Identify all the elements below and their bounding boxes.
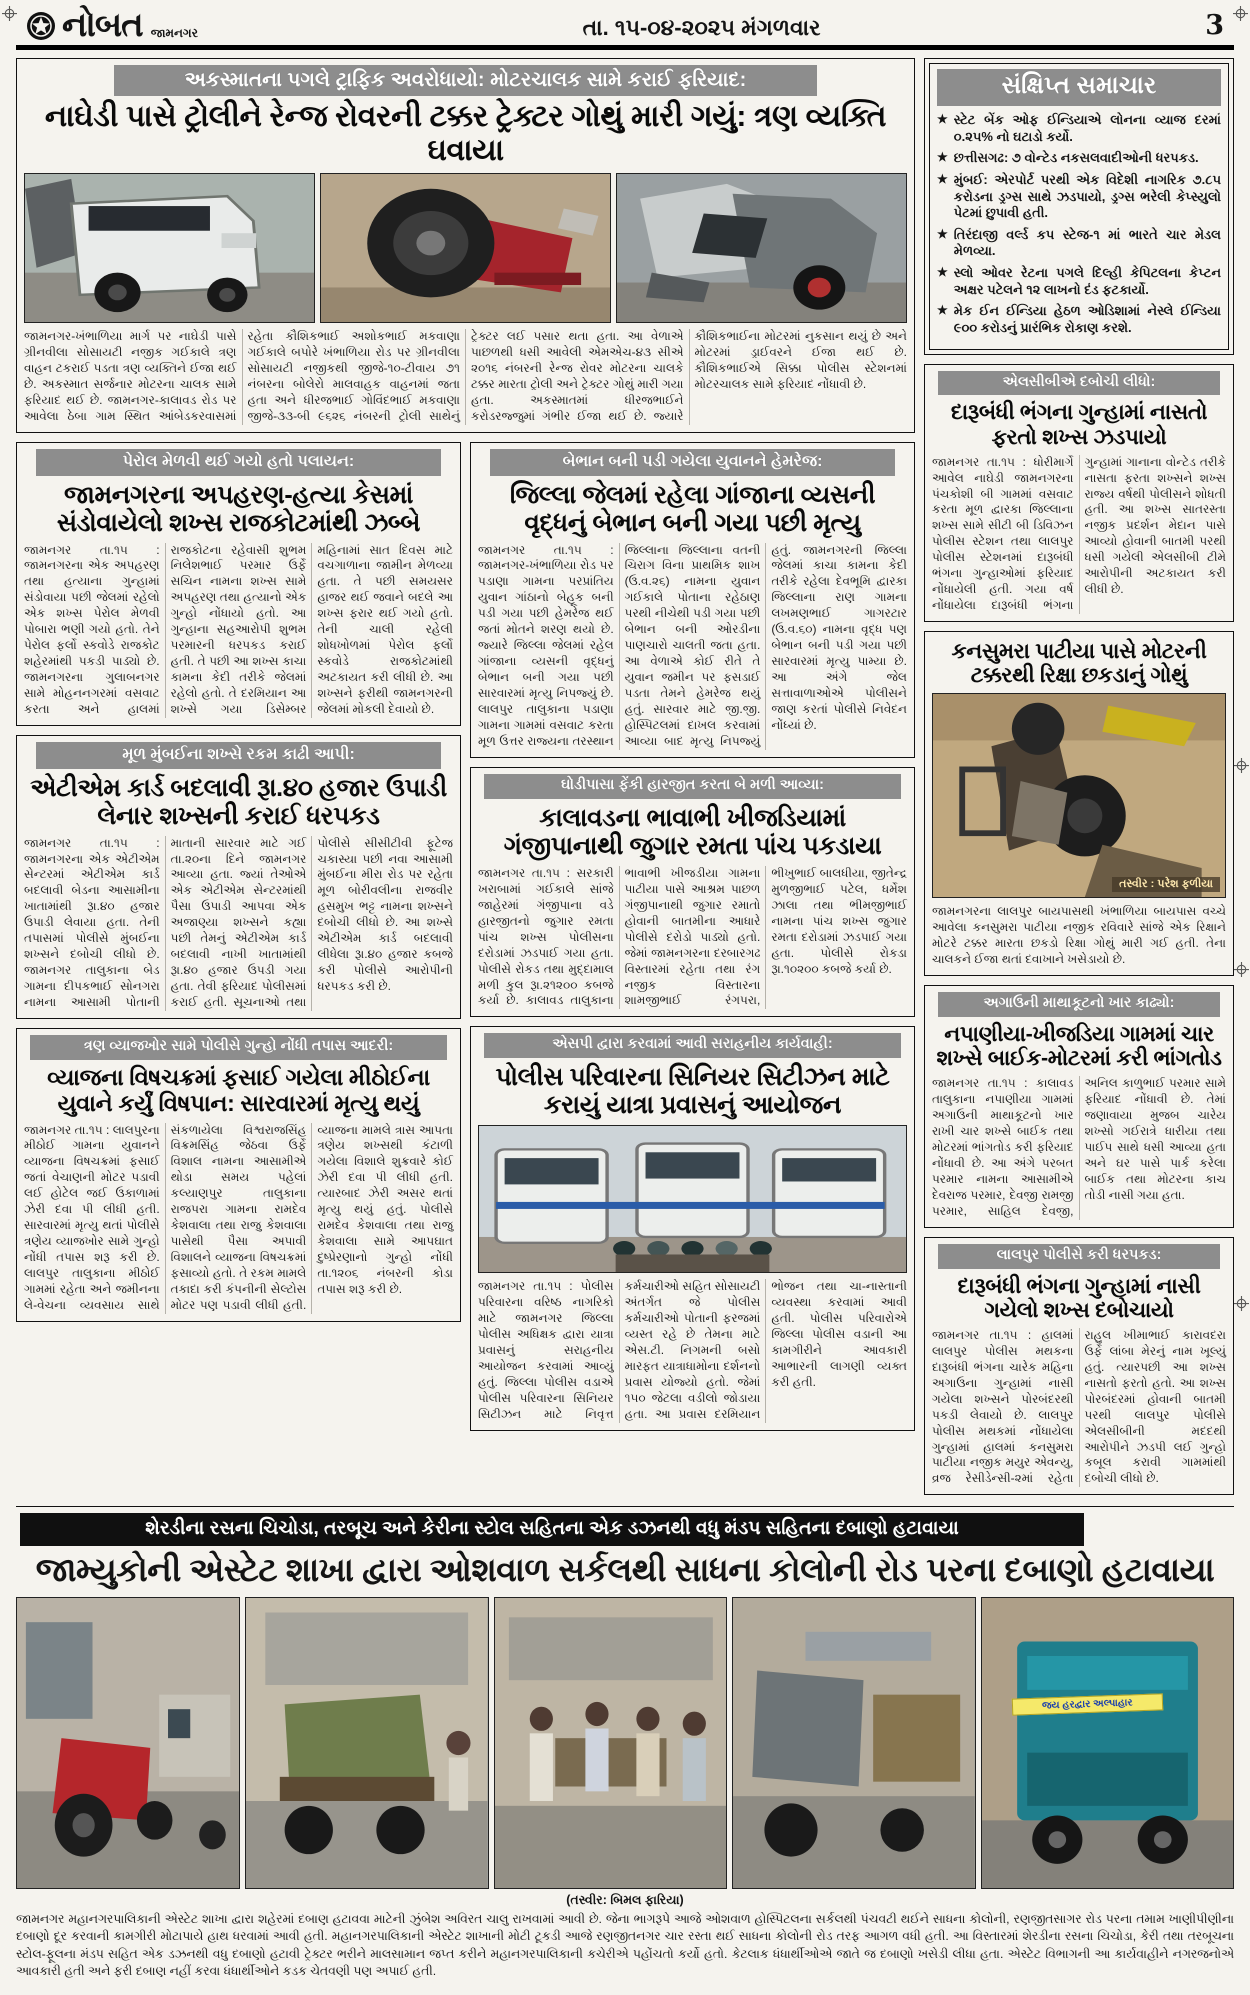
article-kicker: બેભાન બની પડી ગયેલા યુવાનને હેમરેજ: <box>490 449 895 476</box>
masthead-bar <box>16 6 1234 43</box>
star-bullet-icon: ★ <box>937 171 948 186</box>
newspaper-city: જામનગર <box>150 26 198 40</box>
page-number: 3 <box>1205 10 1224 41</box>
article-lead <box>16 58 915 433</box>
star-bullet-icon: ★ <box>937 150 948 165</box>
lead-photo-row <box>24 173 907 323</box>
article-kicker: એલસીબીએ દબોચી લીધો: <box>938 371 1220 396</box>
article-absconder-nabbed <box>924 1237 1234 1496</box>
article-body: જામનગર તા.૧૫ : સરકારી ખરાબામાં ગઈકાલે સાંજે જાહેરમાં ગંજીપાના વડે હારજીતનો જુગાર રમતા પાંચ શખ્સ પોલીસના દરોડામાં ઝડપાઈ ગયા હતા. પોલીસે રોકડ તથા મુદ્દામાલ મળી કુલ રૂા.૨૧૨૦૦ કબજે કર્યા છે. કાલાવડ તાલુકાના ભાવાભી ખીજડીયા ગામના પાટીયા પાસે આશ્રમ પાછળ ગંજીપાનાથી જુગાર રમાતો હોવાની બાતમીના આધારે પોલીસે દરોડો પાડ્યો હતો. જેમાં જામનગરના દરબારગઢ વિસ્તારમાં રહેતા તથા રંગ નજીક વિસ્તારના શામજીભાઈ રંગપરા, ભીખુભાઈ બાલધીયા, જીતેન્દ્ર મુળજીભાઈ પટેલ, ધર્મેશ ઝાલા તથા ભીમજીભાઈ નામના પાંચ શખ્સ જુગાર રમતા દરોડામાં ઝડપાઈ ગયા હતા. પોલીસે રોકડા રૂા.૧૦૨૦૦ કબજે કર્યા છે. <box>478 865 907 1008</box>
article-headline: દારૂબંધી ભંગના ગુન્હામાં નાસતો ફરતો શખ્સ ઝડપાયો <box>950 400 1208 449</box>
right-column <box>924 58 1234 1504</box>
registration-mark-icon <box>2 6 17 21</box>
registration-mark-icon <box>1234 1296 1249 1311</box>
article-body: જામનગર તા.૧૫ : લાલપુરના મીઠોઈ ગામના યુવાનને વ્યાજના વિષચક્રમાં ફસાઈ જતાં વેચાણની મોટર પડાવી લઈ હોટેલ જઈ ઉકાળામાં ઝેરી દવા પી લીધી હતી. સારવારમાં મૃત્યુ થતાં પોલીસે ત્રણેય વ્યાજખોર સામે ગુન્હો નોંધી તપાસ શરૂ કરી છે. લાલપુર તાલુકાના મીઠોઈ ગામમાં રહેતા અને જમીનના લે-વેચના વ્યવસાય સાથે સંકળાયેલા વિશ્વરાજસિંહ વિક્રમસિંહ જેઠવા ઉર્ફે વિશાલ નામના આસામીએ થોડા સમય પહેલાં કલ્યાણપુર તાલુકાના રાજપરા ગામના રામદેવ કેશવાલા તથા રાજુ કેશવાલા પાસેથી પૈસા અપાવી વિશાલને વ્યાજના વિષચક્રમાં ફસાવ્યો હતો. તે રકમ મામલે તકાદા કરી કંપનીની સેલ્ટોસ મોટર પણ પડાવી લીધી હતી. વ્યાજના મામલે ત્રાસ આપતા ત્રણેય શખ્સથી કંટાળી ગયેલા વિશાલે શુક્રવારે કોઈ ઝેરી દવા પી લીધી હતી. ત્યારબાદ ઝેરી અસર થતાં મૃત્યુ થયું હતું. પોલીસે રામદેવ કેશવાલા તથા રાજુ કેશવાલા સામે આપઘાત દુષ્પ્રેરણાનો ગુન્હો નોંધી તા.૧૨૦૬ નંબરની કોડા તપાસ શરૂ કરી છે. <box>24 1122 453 1312</box>
brief-item: ★ તિરંદાજી વર્લ્ડ કપ સ્ટેજ-૧ માં ભારતે ચાર મેડલ મેળવ્યા. <box>937 226 1221 259</box>
photo-blue-food-cart <box>981 1597 1234 1889</box>
article-body: જામનગર તા.૧૫ : પોલીસ પરિવારના વરિષ્ઠ નાગરિકો માટે જામનગર જિલ્લા પોલીસ અધિક્ષક દ્વારા યાત્રા પ્રવાસનું સરાહનીય આયોજન કરવામાં આવ્યું હતું. જિલ્લા પોલીસ વડાએ પોલીસ પરિવારના સિનિયર સિટીઝન માટે નિવૃત્ત કર્મચારીઓ સહિત સોસાયટી અંતર્ગત જે પોલીસ કર્મચારીઓ પોતાની ફરજમાં વ્યસ્ત રહે છે તેમના માટે એસ.ટી. નિગમની બસો મારફત યાત્રાધામોના દર્શનનો પ્રવાસ યોજ્યો હતો. જેમાં ૧૫૦ જેટલા વડીલો જોડાયા હતા. આ પ્રવાસ દરમિયાન ભોજન તથા ચા-નાસ્તાની વ્યવસ્થા કરવામાં આવી હતી. પોલીસ પરિવારોએ જિલ્લા પોલીસ વડાની આ કામગીરીને આવકારી આભારની લાગણી વ્યક્ત કરી હતી. <box>478 1279 907 1421</box>
masthead <box>26 6 198 45</box>
header-rule <box>16 45 1234 50</box>
main-columns <box>16 58 915 1504</box>
article-kicker: એસપી દ્વારા કરવામાં આવી સરાહનીય કાર્યવાહી: <box>484 1033 901 1058</box>
article-usury-suicide <box>16 1028 461 1322</box>
photo-demolition-work <box>732 1597 976 1889</box>
article-body: જામનગરના લાલપુર બાયપાસથી ખંભાળિયા બાયપાસ વચ્ચે આવેલા કનસુમરા પાટીયા નજીક રવિવારે સાંજે એક રિક્ષાને મોટરે ટક્કર મારતા છકડો રિક્ષા ગોથું મારી ગઈ હતી. તેના ચાલકને ઈજા થતાં દવાખાને ખસેડાયો છે. <box>932 904 1226 967</box>
article-body: જામનગર તા.૧૫ : જામનગરના એક એટીએમ સેન્ટરમાં એટીએમ કાર્ડ બદલાવી બેડના આસામીના ખાતામાંથી રૂા.૪૦ હજાર ઉપાડી લેવાયા હતા. તેની તપાસમાં પોલીસે મુંબઈના શખ્સને દબોચી લીધો છે. જામનગર તાલુકાના બેડ ગામના દીપકભાઈ સોનગરા નામના આસામી પોતાની માતાની સારવાર માટે ગઈ તા.૨૦ના દિને જામનગર આવ્યા હતા. જ્યાં તેઓએ એક એટીએમ સેન્ટરમાંથી પૈસા ઉપાડી આપવા એક અજાણ્યા શખ્સને કહ્યા પછી તેમનું એટીએમ કાર્ડ બદલાવી નાખી ખાતામાંથી રૂા.૪૦ હજાર ઉપડી ગયા હતા. તેવી ફરિયાદ પોલીસમાં કરાઈ હતી. સૂચનાઓ તથા પોલીસે સીસીટીવી ફૂટેજ ચકાસ્યા પછી નવા આસામી મુંબઈના મીરા રોડ પર રહેતા મૂળ બોરીવલીના રાજવીર હસમુખ ભટ્ટ નામના શખ્સને દબોચી લીધો છે. આ શખ્સે એટીએમ કાર્ડ બદલાવી લીધેલા રૂા.૪૦ હજાર કબજે કરી પોલીસે આરોપીની ધરપકડ કરી છે. <box>24 835 453 1010</box>
brief-item: ★ છત્તીસગઢ: ૭ વોન્ટેડ નકસલવાદીઓની ધરપકડ. <box>937 150 1199 166</box>
article-jail-death <box>470 442 915 758</box>
article-body: જામનગર તા.૧૫ : હાલમાં લાલપુર પોલીસ મથકના દારૂબંધી ભંગના ચારેક મહિના અગાઉના ગુન્હામાં નાસી ગયેલા શખ્સને પોરબંદરથી પકડી લેવાયો છે. લાલપુર પોલીસ મથકમાં નોંધાયેલા ગુન્હામાં હાલમાં કનસુમરા પાટીયા નજીક મયુર એવન્યુ, વ્રજ રેસીડેન્સી-૨માં રહેતા રાહુલ ખીમાભાઈ કારાવદરા ઉર્ફે લાંબા મેરનું નામ ખૂલ્યું હતું. ત્યારપછી આ શખ્સ નાસતો ફરતો હતો. આ શખ્સ પોરબંદરમાં હોવાની બાતમી પરથી લાલપુર પોલીસે એલસીબીની મદદથી આરોપીને ઝડપી લઈ ગુન્હો કબૂલ કરાવી ગામમાંથી દબોચી લીધો છે. <box>932 1327 1226 1486</box>
article-kicker: ઘોડીપાસા ફેંકી હારજીત કરતા બે મળી આવ્યા: <box>484 774 901 799</box>
star-bullet-icon: ★ <box>937 112 948 126</box>
photo-overturned-rickshaw <box>932 693 1226 898</box>
star-bullet-icon: ★ <box>937 226 948 241</box>
lead-body: જામનગર-ખંભાળિયા માર્ગ પર નાઘેડી પાસે ગ્રીનવીલા સોસાયટી નજીક ગઈકાલે ત્રણ વાહન ટકરાઈ પડતા ત્રણ વ્યક્તિને ઈજા થઈ છે. અકસ્માત સર્જનાર મોટરના ચાલક સામે ફરિયાદ થઈ છે. જામનગર-કાલાવડ રોડ પર આવેલા ઠેબા ગામ સ્થિત આંબેડકરવાસમાં રહેતા કૌશિકભાઈ અશોકભાઈ મકવાણા ગઈકાલે બપોરે ખંભાળિયા રોડ પર ગ્રીનવીલા સોસાયટી નજીકથી જીજે-૧૦-ટીવાય ૭૧ નંબરના બોલેરો માલવાહક વાહનમાં જતા હતા અને ધીરજભાઈ ગોવિંદભાઈ મકવાણા જીજે-૩૩-બી ૯૬૨૬ નંબરની ટ્રોલી સાથેનું ટ્રેક્ટર લઈ પસાર થતા હતા. આ વેળાએ પાછળથી ધસી આવેલી એમએચ-૪૩ સીએ ૨૦૧૬ નંબરની રેન્જ રોવર મોટરના ચાલકે ટક્કર મારતા ટ્રોલી અને ટ્રેક્ટર ગોથું મારી ગયા હતા. અકસ્માતમાં ધીરજભાઈને કરોડરજ્જુમાં ગંભીર ઈજા થઈ છે. જ્યારે કૌશિકભાઈના મોટરમાં નુકસાન થયું છે અને મોટરમાં ડ્રાઈવરને ઈજા થઈ છે. કૌશિકભાઈએ સિક્કા પોલીસ સ્ટેશનમાં મોટરચાલક સામે ફરિયાદ નોંધાવી છે. <box>24 329 907 423</box>
article-body: જામનગર તા.૧૫ : જામનગરના એક અપહરણ તથા હત્યાના ગુન્હામાં સંડોવાયા પછી જેલમાં રહેલો એક શખ્સ પેરોલ મેળવી પોબારા ભણી ગયો હતો. તેને પેરોલ ફર્લો સ્કવોડે રાજકોટ શહેરમાંથી પકડી પાડ્યો છે. જામનગરના ગુલાબનગર સામે મોહનનગરમાં વસવાટ કરતા અને હાલમાં રાજકોટના રહેવાસી શુભમ નિલેશભાઈ પરમાર ઉર્ફે સચિન નામના શખ્સ સામે અપહરણ તથા હત્યાનો એક ગુન્હો નોંધાયો હતો. આ ગુન્હાના સહઆરોપી શુભમ પરમારની ધરપકડ કરાઈ હતી. તે પછી આ શખ્સ કાચા કામના કેદી તરીકે જેલમાં રહેલો હતો. તે દરમિયાન આ શખ્સે ગયા ડિસેમ્બર મહિનામાં સાત દિવસ માટે વચગાળાના જામીન મેળવ્યા હતા. તે પછી સમયસર હાજર થઈ જવાને બદલે આ શખ્સ ફરાર થઈ ગયો હતો. તેની ચાલી રહેલી શોધખોળમાં પેરોલ ફર્લો સ્કવોડે રાજકોટમાંથી અટકાયત કરી લીધી છે. આ શખ્સને ફરીથી જામનગરની જેલમાં મોકલી દેવાયો છે. <box>24 542 453 717</box>
brief-item: ★ મેક ઈન ઈન્ડિયા હેઠળ ઓડિશામાં નેસ્લે ઈન્ડિયા ૯૦૦ કરોડનું પ્રારંભિક રોકાણ કરશે. <box>937 303 1221 335</box>
registration-mark-icon <box>1234 962 1249 977</box>
registration-mark-icon <box>1233 6 1248 21</box>
brief-news-box <box>924 58 1234 355</box>
article-vandalism <box>924 985 1234 1228</box>
star-bullet-icon: ★ <box>937 303 948 318</box>
cart-signboard: જય હરદ્વાર અલ્પાહાર <box>1012 1694 1163 1716</box>
article-gambling-raid <box>470 767 915 1018</box>
photo-overturned-tractor <box>320 173 611 323</box>
article-kicker: ત્રણ વ્યાજખોર સામે પોલીસે ગુન્હો નોંધી તપાસ આદરી: <box>30 1035 447 1060</box>
lead-kicker: અકસ્માતના પગલે ટ્રાફિક અવરોધાયો: મોટરચાલક સામે કરાઈ ફરિયાદ: <box>114 65 817 96</box>
article-kicker: લાલપુર પોલીસે કરી ધરપકડ: <box>938 1244 1220 1269</box>
photo-credit: તસ્વીર : પરેશ ફળીયા <box>1112 877 1220 892</box>
article-atm-fraud <box>16 735 461 1019</box>
brief-item: ★ મુંબઈ: એરપોર્ટ પરથી એક વિદેશી નાગરિક ૭.૮૫ કરોડના ડ્રગ્સ સાથે ઝડપાયો, ડ્રગ્સ ભરેલી કેપ્સ્યુલો પેટમાં છુપાવી હતી. <box>937 171 1221 221</box>
bottom-kicker: શેરડીના રસના ચિચોડા, તરબૂચ અને કેરીના સ્ટોલ સહિતના એક ડઝનથી વધુ મંડપ સહિતના દબાણો હટાવાયા <box>20 1513 1084 1546</box>
article-bootlegger-caught <box>924 364 1234 623</box>
article-body: જામનગર તા.૧૫ : જામનગર-ખંભાળિયા રોડ પર પડાણા ગામના પરપ્રાંતિય યુવાન ગાંઠાનો બેહૂક બની પડી ગયા પછી હેમરેજ થઈ જતાં મોતને શરણ થયો છે. જ્યારે જિલ્લા જેલમાં રહેલ ગાંજાના વ્યસની વૃદ્ધનું બેભાન બની ગયા પછી સારવારમાં મૃત્યુ નિપજ્યું છે. લાલપુર તાલુકાના પડાણા ગામના ગામમાં વસવાટ કરતા મૂળ ઉત્તર રાજ્યના તરસ્થાન જિલ્લાના જિલ્લાના વતની ચિરાગ વિના પ્રાથમિક શાખ (ઉ.વ.૨૬) નામના યુવાન ગઈકાલે પોતાના રહેઠાણ પરથી નીચેથી પડી ગયા પછી બેભાન બની ઓરડીના પાણચારો ચાલતી જતા હતા. આ વેળાએ કોઈ રીતે તે યુવાન જમીન પર ફસડાઈ પડતા તેમને હેમરેજ થયું હતું. સારવાર માટે જી.જી. હોસ્પિટલમાં દાખલ કરવામાં આવ્યા બાદ મૃત્યુ નિપજ્યું હતું. જામનગરની જિલ્લા જેલમાં કાચા કામના કેદી તરીકે રહેલા દેવભૂમિ દ્વારકા જિલ્લાના રાણ ગામના લખમણભાઈ ગાગરટાર (ઉ.વ.૬૦) નામના વૃદ્ધ પણ બેભાન બની પડી ગયા પછી સારવારમાં મૃત્યુ પામ્યા છે. આ અંગે જેલ સત્તાવાળાઓએ પોલીસને જાણ કરતાં પોલીસે નિવેદન નોંધ્યાં છે. <box>478 542 907 748</box>
bottom-photo-row <box>16 1597 1234 1889</box>
article-headline: નપાણીયા-ખીજડિયા ગામમાં ચાર શખ્સે બાઈક-મોટરમાં કરી ભાંગતોડ <box>936 1022 1222 1071</box>
article-headline: કાલાવડના ભાવાભી ખીજડિયામાં ગંજીપાનાથી જુગાર રમતા પાંચ પકડાયા <box>503 803 882 860</box>
brief-news-title: સંક્ષિપ્ત સમાચાર <box>937 69 1221 106</box>
bottom-photo-credit: (તસ્વીર: બિમલ ફારિયા) <box>566 1892 684 1907</box>
article-kicker: મૂળ મુંબઈના શખ્સે રકમ કાઢી આપી: <box>36 742 441 769</box>
brief-item: ★ સ્ટેટ બેંક ઓફ ઈન્ડિયાએ લોનના વ્યાજ દરમાં ૦.૨૫% નો ઘટાડો કર્યો. <box>937 112 1221 144</box>
photo-wrecked-car <box>616 173 907 323</box>
star-bullet-icon: ★ <box>937 265 948 279</box>
article-headline: કનસુમરા પાટીયા પાસે મોટરની ટક્કરથી રિક્ષા છકડાનું ગોથું <box>951 639 1207 688</box>
photo-police-buses <box>478 1125 907 1273</box>
lead-headline: નાઘેડી પાસે ટ્રોલીને રેન્જ રોવરની ટક્કર ટ્રેક્ટર ગોથું મારી ગયું: ત્રણ વ્યક્તિ ઘવાયા <box>44 100 887 167</box>
article-parole-arrest <box>16 442 461 726</box>
bottom-body: જામનગર મહાનગરપાલિકાની એસ્ટેટ શાખા દ્વારા શહેરમાં દબાણ હટાવવા માટેની ઝુંબેશ અવિરત ચાલુ રાખવામાં આવી છે. જેના ભાગરૂપે આજે ઓશવાળ હોસ્પિટલના સર્કલથી પંચવટી થઈને સાધના કોલોની, રણજીતસાગર રોડ પરના તમામ ખાણીપીણીના દબાણો દૂર કરવાની કામગીરી મોટાપાયે હાથ ધરવામાં આવી હતી. મહાનગરપાલિકાની એસ્ટેટ શાખાની મોટી ટૂકડી આજે રણજીતનગર ચાર રસ્તા થઈ સાધના કોલોની રોડ તરફ આગળ વધી હતી. આ વિસ્તારમાં શેરડીના રસના ચિચોડા, કેરી તથા તરબૂચના સ્ટોલ-ફૂલના મંડપ સહિત એક ડઝનથી વધુ દબાણો હટાવી ટ્રેક્ટર ભરીને માલસામાન જપ્ત કરીને મહાનગરપાલિકાની કચેરીએ પહોંચતો કર્યો હતો. કેટલાક ધંધાર્થીઓએ જાતે જ દબાણો ખસેડી લીધા હતા. એસ્ટેટ વિભાગની આ કાર્યવાહીને નગરજનોએ આવકારી હતી અને ફરી દબાણ નહીં કરવા ધંધાર્થીઓને કડક ચેતવણી પણ અપાઈ હતી. <box>16 1911 1234 1979</box>
registration-mark-icon <box>1234 758 1249 773</box>
article-rickshaw-overturn <box>924 631 1234 976</box>
article-body: જામનગર તા.૧૫ : કાલાવડ તાલુકાના નપાણીયા ગામમાં અગાઉની માથાકૂટનો ખાર રાખી ચાર શખ્સે બાઈક તથા મોટરમાં ભાંગતોડ કરી ફરિયાદ નોંધાવી છે. આ અંગે પરબત પરમાર નામના આસામીએ દેવરાજ પરમાર, દેવજી રામજી પરમાર, સાહિલ દેવજી, અનિલ કાળુભાઈ પરમાર સામે ફરિયાદ નોંધાવી છે. તેમાં જણાવાયા મુજબ ચારેય શખ્સો ગઈરાત્રે ધારીયા તથા પાઈપ સાથે ધસી આવ્યા હતા અને ઘર પાસે પાર્ક કરેલા બાઈક તથા મોટરના કાચ તોડી નાસી ગયા હતા. <box>932 1076 1226 1218</box>
photo-range-rover-rear <box>24 173 315 323</box>
photo-loaded-cart-crowd <box>245 1597 488 1889</box>
photo-officials-at-stall <box>494 1597 728 1889</box>
brief-news-list <box>937 112 1221 337</box>
newspaper-name: નોબત <box>62 6 143 45</box>
bottom-headline: જામ્યુકોની એસ્ટેટ શાખા દ્વારા ઓશવાળ સર્કલથી સાધના કોલોની રોડ પરના દબાણો હટાવાયા <box>35 1551 1215 1589</box>
article-body: જામનગર તા.૧૫ : ધોરીમાર્ગે આવેલ નાઘેડી જામનગરના પંચકોશી બી ગામમાં વસવાટ કરતા મૂળ દ્વારકા જિલ્લાના શખ્સ સામે સીટી બી ડિવિઝન પોલીસ સ્ટેશન તથા લાલપુર પોલીસ સ્ટેશનમાં દારૂબંધી ભંગના ગુન્હાઓમાં ફરિયાદ નોંધાયેલી હતી. ગયા વર્ષ નોંધાયેલા દારૂબંધી ભંગના ગુન્હામાં ગાનાના વોન્ટેડ તરીકે નાસતા ફરતા શખ્સને શખ્સ રાજ્ય વર્ષથી પોલીસને શોધતી હતી. આ શખ્સ સાતરસ્તા નજીક પ્રદર્શન મેદાન પાસે આવ્યો હોવાની બાતમી પરથી ધસી ગયેલી એલસીબી ટીમે આરોપીની અટકાયત કરી લીધી છે. <box>932 454 1226 613</box>
article-kicker: પેરોલ મેળવી થઈ ગયો હતો પલાયન: <box>36 449 441 476</box>
brief-item: ★ સ્લો ઓવર રેટના પગલે દિલ્હી કેપિટલના કેપ્ટન અક્ષર પટેલને ૧૨ લાખનો દંડ ફટકાર્યો. <box>937 265 1221 297</box>
date-line: તા. ૧૫-૦૪-૨૦૨૫ મંગળવાર <box>582 15 821 40</box>
masthead-logo-icon <box>26 11 56 41</box>
article-kicker: અગાઉની માથાકૂટનો ખાર કાઢ્યો: <box>938 992 1220 1017</box>
article-headline: દારૂબંધી ભંગના ગુન્હામાં નાસી ગયેલો શખ્સ દબોચાયો <box>957 1273 1201 1322</box>
article-headline: જામનગરના અપહરણ-હત્યા કેસમાં સંડોવાયેલો શખ્સ રાજકોટમાંથી ઝબ્બે <box>56 480 421 537</box>
photo-street-tractor <box>16 1597 240 1889</box>
middle-subcolumn <box>470 442 915 1440</box>
article-headline: જિલ્લા જેલમાં રહેલા ગાંજાના વ્યસની વૃદ્ધનું બેભાન બની ગયા પછી મૃત્યુ <box>509 480 876 537</box>
left-subcolumn <box>16 442 461 1331</box>
article-headline: પોલીસ પરિવારના સિનિયર સિટીઝન માટે કરાયું યાત્રા પ્રવાસનું આયોજન <box>495 1063 890 1120</box>
bottom-strip-article <box>16 1506 1234 1980</box>
article-senior-citizen-tour <box>470 1026 915 1431</box>
article-headline: એટીએમ કાર્ડ બદલાવી રૂા.૪૦ હજાર ઉપાડી લેનાર શખ્સની કરાઈ ધરપકડ <box>30 773 447 830</box>
article-headline: વ્યાજના વિષચક્રમાં ફસાઈ ગયેલા મીઠોઈના યુવાને કર્યું વિષપાન: સારવારમાં મૃત્યુ થયું <box>47 1064 430 1116</box>
